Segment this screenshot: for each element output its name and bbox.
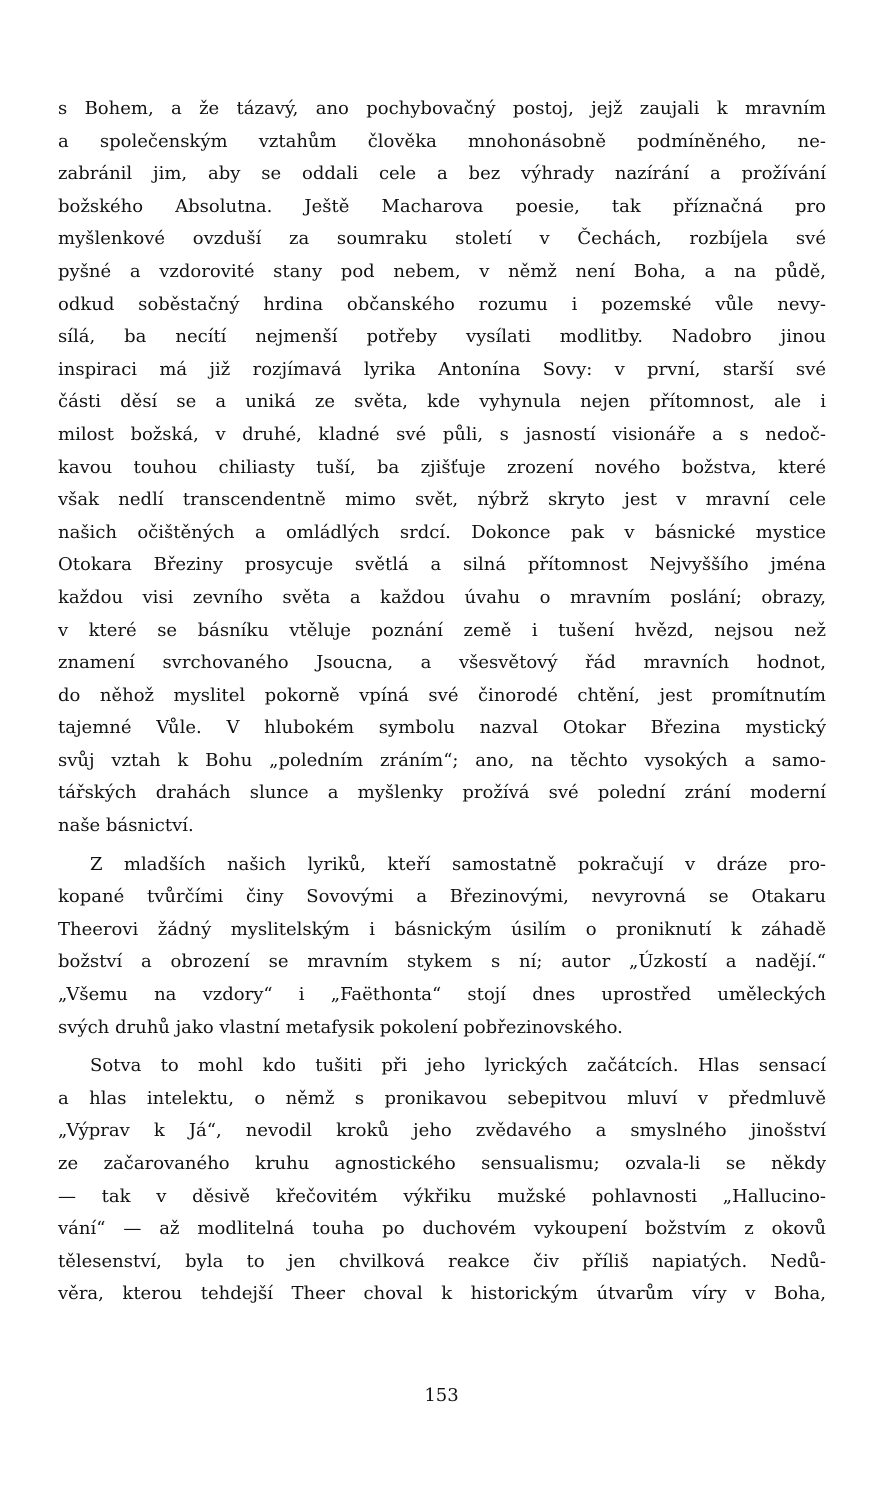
text-line: věra, kterou tehdejší Theer choval k historickým útvarům víry v Boha, (58, 1283, 826, 1305)
text-line: a společenským vztahům člověka mnohonásobně podmíněného, ne- (58, 130, 826, 152)
text-line: ze začarovaného kruhu agnostického sensualismu; ozvala-li se někdy (58, 1153, 826, 1174)
text-line: znamení svrchovaného Jsoucna, a všesvětový řád mravních hodnot, (58, 652, 826, 674)
text-line: však nedlí transcendentně mimo svět, nýbrž skryto jest v mravní cele (58, 489, 826, 511)
text-line: vání“ — až modlitelná touha po duchovém vykoupení božstvím z okovů (58, 1218, 826, 1240)
text-line: svých druhů jako vlastní metafysik pokolení pobřezinovského. (58, 1016, 623, 1038)
text-line: Otokara Březiny prosycuje světlá a silná přítomnost Nejvyššího jména (58, 554, 826, 576)
text-line: — tak v děsivě křečovitém výkřiku mužské pohlavnosti „Hallucino- (58, 1185, 826, 1207)
text-line: naše básnictví. (58, 815, 194, 837)
text-line: svůj vztah k Bohu „poledním zráním“; ano, na těchto vysokých a samo- (58, 749, 826, 771)
text-line: zabránil jim, aby se oddali cele a bez výhrady nazírání a prožívání (58, 163, 826, 185)
text-line: inspiraci má již rozjímavá lyrika Antonína Sovy: v první, starší své (58, 358, 826, 380)
text-line: milost božská, v druhé, kladné své půli, s jasností visionáře a s nedoč- (58, 423, 826, 445)
paragraph-2 (58, 849, 826, 1045)
text-line: tělesenství, byla to jen chvilková reakce čiv příliš napiatých. Nedů- (58, 1250, 826, 1272)
text-line: Z mladších našich lyriků, kteří samostatně pokračují v dráze pro- (90, 853, 826, 875)
text-line: pyšné a vzdorovité stany pod nebem, v němž není Boha, a na půdě, (58, 260, 826, 282)
text-line: Theerovi žádný myslitelským i básnickým úsilím o proniknutí k záhadě (58, 918, 826, 940)
page-number: 153 (424, 1385, 459, 1406)
text-line: sílá, ba necítí nejmenší potřeby vysílati modlitby. Nadobro jinou (58, 326, 826, 348)
paragraph-1 (58, 93, 826, 843)
text-line: části děsí se a uniká ze světa, kde vyhynula nejen přítomnost, ale i (58, 391, 826, 413)
text-line: v které se básníku vtěluje poznání země i tušení hvězd, nejsou než (58, 619, 826, 641)
text-line: tářských drahách slunce a myšlenky prožívá své polední zrání moderní (58, 782, 826, 804)
text-line: Sotva to mohl kdo tušiti při jeho lyrických začátcích. Hlas sensací (90, 1055, 826, 1077)
text-line: božského Absolutna. Ještě Macharova poesie, tak příznačná pro (58, 195, 826, 217)
text-line: tajemné Vůle. V hlubokém symbolu nazval Otokar Březina mystický (58, 717, 826, 739)
text-line: odkud soběstačný hrdina občanského rozumu i pozemské vůle nevy- (58, 293, 826, 315)
text-line: kopané tvůrčími činy Sovovými a Březinovými, nevyrovná se Otakaru (58, 886, 826, 908)
page-body (58, 93, 826, 1311)
text-line: „Všemu na vzdory“ i „Faëthonta“ stojí dnes uprostřed uměleckých (58, 984, 826, 1006)
text-line: kavou touhou chiliasty tuší, ba zjišťuje zrození nového božstva, které (58, 456, 826, 478)
text-line: a hlas intelektu, o němž s pronikavou sebepitvou mluví v předmluvě (58, 1087, 826, 1109)
text-line: myšlenkové ovzduší za soumraku století v Čechách, rozbíjela své (58, 228, 826, 250)
text-line: našich očištěných a omládlých srdcí. Dokonce pak v básnické mystice (58, 521, 826, 543)
text-line: „Výprav k Já“, nevodil kroků jeho zvědavého a smyslného jinošství (58, 1120, 826, 1142)
text-line: božství a obrození se mravním stykem s ní; autor „Úzkostí a nadějí.“ (58, 951, 826, 973)
text-line: každou visi zevního světa a každou úvahu o mravním poslání; obrazy, (58, 586, 826, 608)
text-line: s Bohem, a že tázavý, ano pochybovačný postoj, jejž zaujali k mravním (58, 98, 826, 119)
paragraph-3 (58, 1050, 826, 1311)
text-line: do něhož myslitel pokorně vpíná své činorodé chtění, jest promítnutím (58, 684, 826, 706)
